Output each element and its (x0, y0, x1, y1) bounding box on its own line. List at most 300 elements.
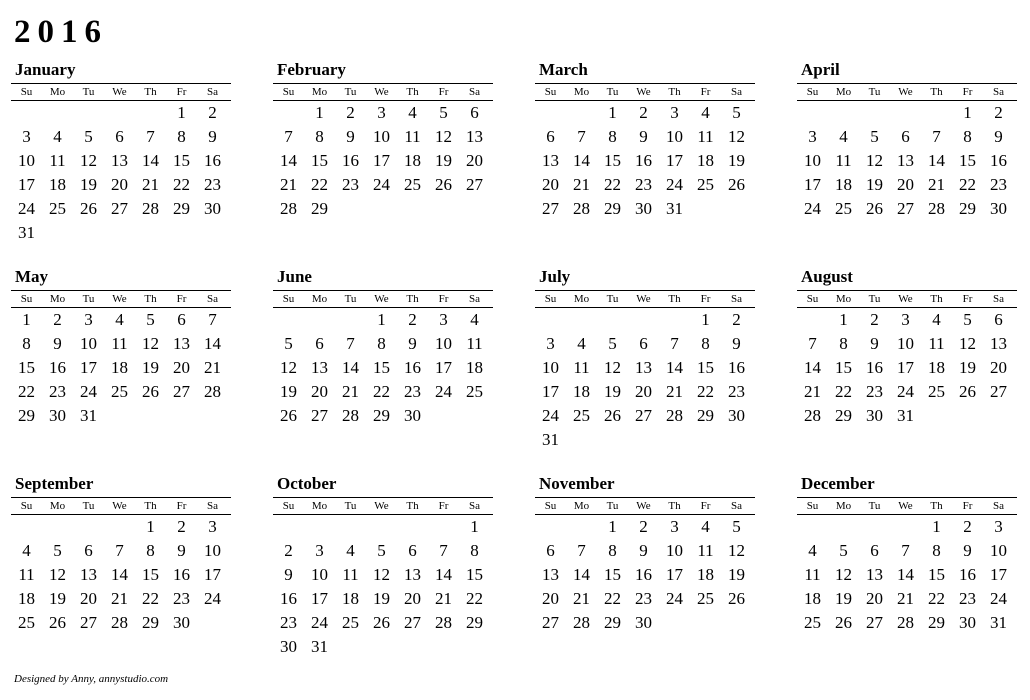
credit-text: Designed by Anny, annystudio.com (14, 673, 169, 685)
day-cell: 19 (435, 151, 452, 170)
weekday-label: Fr (700, 86, 711, 98)
day-cell: 22 (466, 589, 483, 608)
weekday-label: Fr (176, 86, 187, 98)
day-cell: 29 (835, 406, 852, 425)
weekday-label: Fr (962, 500, 973, 512)
day-cell: 3 (994, 517, 1003, 536)
weekday-label: Fr (176, 500, 187, 512)
weekday-label: Th (406, 86, 419, 98)
weekday-label: Th (406, 500, 419, 512)
day-cell: 30 (173, 613, 190, 632)
day-cell: 26 (959, 382, 976, 401)
day-cell: 17 (204, 565, 221, 584)
day-cell: 27 (466, 175, 483, 194)
weekday-label: Tu (868, 86, 881, 98)
weekday-label: Tu (82, 86, 95, 98)
weekday-label: We (374, 86, 389, 98)
weekday-header (273, 290, 493, 308)
day-cell: 20 (897, 175, 914, 194)
day-cell: 1 (608, 103, 617, 122)
day-cell: 19 (373, 589, 390, 608)
day-cell: 8 (839, 334, 848, 353)
day-cell: 17 (666, 151, 683, 170)
day-cell: 5 (732, 103, 741, 122)
weekday-label: Fr (700, 500, 711, 512)
day-cell: 28 (573, 613, 590, 632)
day-cell: 15 (928, 565, 945, 584)
day-cell: 18 (111, 358, 128, 377)
day-cell: 25 (404, 175, 421, 194)
day-cell: 26 (835, 613, 852, 632)
weekday-label: We (898, 500, 913, 512)
day-cell: 4 (577, 334, 586, 353)
day-cell: 20 (311, 382, 328, 401)
day-cell: 12 (728, 541, 745, 560)
weekday-label: Tu (82, 293, 95, 305)
day-cell: 3 (901, 310, 910, 329)
day-cell: 25 (342, 613, 359, 632)
day-cell: 18 (18, 589, 35, 608)
day-cell: 7 (901, 541, 910, 560)
day-cell: 7 (577, 127, 586, 146)
weekday-label: Fr (700, 293, 711, 305)
day-cell: 17 (18, 175, 35, 194)
day-cell: 15 (604, 151, 621, 170)
month-name: November (539, 474, 615, 493)
year-title: 2016 (14, 14, 108, 50)
month-march (535, 60, 757, 221)
day-cell: 27 (542, 613, 559, 632)
day-cell: 9 (408, 334, 417, 353)
weekday-label: Fr (438, 293, 449, 305)
day-cell: 2 (53, 310, 62, 329)
day-cell: 1 (839, 310, 848, 329)
day-cell: 1 (470, 517, 479, 536)
weekday-label: Mo (49, 500, 66, 512)
day-cell: 21 (666, 382, 683, 401)
day-cell: 15 (173, 151, 190, 170)
weekday-label: Sa (207, 500, 218, 512)
month-november (535, 474, 757, 635)
day-cell: 17 (666, 565, 683, 584)
day-cell: 27 (173, 382, 190, 401)
day-cell: 4 (115, 310, 124, 329)
weekday-label: Th (144, 293, 157, 305)
day-cell: 31 (18, 223, 35, 242)
day-cell: 7 (670, 334, 679, 353)
day-cell: 25 (804, 613, 821, 632)
day-cell: 24 (990, 589, 1007, 608)
day-cell: 19 (728, 151, 745, 170)
month-january (11, 60, 233, 245)
day-cell: 22 (928, 589, 945, 608)
day-cell: 11 (49, 151, 66, 170)
day-cell: 6 (546, 541, 555, 560)
day-cell: 26 (142, 382, 159, 401)
day-cell: 7 (208, 310, 217, 329)
day-cell: 22 (959, 175, 976, 194)
weekday-label: Sa (207, 293, 218, 305)
day-cell: 14 (573, 565, 590, 584)
day-cell: 13 (897, 151, 914, 170)
day-cell: 19 (49, 589, 66, 608)
weekday-label: Sa (469, 500, 480, 512)
day-cell: 27 (897, 199, 914, 218)
day-cell: 22 (697, 382, 714, 401)
weekday-label: Su (20, 86, 33, 98)
day-cell: 27 (635, 406, 652, 425)
day-cell: 10 (897, 334, 914, 353)
day-cell: 23 (280, 613, 297, 632)
day-cell: 10 (804, 151, 821, 170)
day-cell: 9 (208, 127, 217, 146)
day-cell: 27 (542, 199, 559, 218)
day-cell: 15 (18, 358, 35, 377)
weekday-label: Su (806, 500, 819, 512)
weekday-label: Su (544, 500, 557, 512)
day-cell: 26 (80, 199, 97, 218)
month-october (273, 474, 495, 659)
day-cell: 25 (835, 199, 852, 218)
day-cell: 21 (573, 589, 590, 608)
day-cell: 14 (573, 151, 590, 170)
day-cell: 10 (18, 151, 35, 170)
day-cell: 4 (53, 127, 62, 146)
day-cell: 23 (866, 382, 883, 401)
day-cell: 24 (311, 613, 328, 632)
month-name: June (277, 267, 312, 286)
day-cell: 4 (346, 541, 355, 560)
day-cell: 16 (990, 151, 1007, 170)
days-grid (535, 101, 755, 221)
day-cell: 21 (280, 175, 297, 194)
day-cell: 29 (311, 199, 328, 218)
day-cell: 10 (373, 127, 390, 146)
day-cell: 1 (146, 517, 155, 536)
day-cell: 11 (342, 565, 359, 584)
day-cell: 12 (866, 151, 883, 170)
day-cell: 14 (280, 151, 297, 170)
day-cell: 2 (208, 103, 217, 122)
day-cell: 8 (377, 334, 386, 353)
day-cell: 5 (439, 103, 448, 122)
day-cell: 8 (315, 127, 324, 146)
weekday-label: Th (930, 86, 943, 98)
day-cell: 1 (963, 103, 972, 122)
weekday-header (273, 497, 493, 515)
weekday-label: Mo (573, 500, 590, 512)
day-cell: 3 (808, 127, 817, 146)
weekday-label: Mo (49, 293, 66, 305)
month-name: December (801, 474, 875, 493)
weekday-label: Su (282, 500, 295, 512)
day-cell: 4 (22, 541, 31, 560)
day-cell: 26 (49, 613, 66, 632)
month-name: January (15, 60, 76, 79)
day-cell: 6 (470, 103, 479, 122)
day-cell: 27 (990, 382, 1007, 401)
day-cell: 15 (311, 151, 328, 170)
weekday-label: Th (406, 293, 419, 305)
day-cell: 9 (732, 334, 741, 353)
day-cell: 4 (470, 310, 479, 329)
day-cell: 12 (728, 127, 745, 146)
day-cell: 14 (897, 565, 914, 584)
day-cell: 5 (732, 517, 741, 536)
day-cell: 28 (142, 199, 159, 218)
day-cell: 9 (994, 127, 1003, 146)
day-cell: 17 (897, 358, 914, 377)
weekday-label: We (112, 86, 127, 98)
day-cell: 24 (666, 175, 683, 194)
month-june (273, 267, 495, 428)
day-cell: 10 (990, 541, 1007, 560)
day-cell: 6 (115, 127, 124, 146)
weekday-label: Th (668, 293, 681, 305)
days-grid (11, 308, 231, 428)
month-name: September (15, 474, 94, 493)
day-cell: 19 (80, 175, 97, 194)
day-cell: 1 (177, 103, 186, 122)
weekday-header (535, 83, 755, 101)
day-cell: 31 (542, 430, 559, 449)
day-cell: 2 (963, 517, 972, 536)
day-cell: 22 (173, 175, 190, 194)
day-cell: 21 (928, 175, 945, 194)
day-cell: 27 (111, 199, 128, 218)
day-cell: 14 (435, 565, 452, 584)
day-cell: 21 (897, 589, 914, 608)
day-cell: 7 (346, 334, 355, 353)
day-cell: 11 (404, 127, 421, 146)
days-grid (797, 515, 1017, 635)
day-cell: 13 (542, 565, 559, 584)
day-cell: 24 (666, 589, 683, 608)
day-cell: 5 (839, 541, 848, 560)
weekday-header (797, 497, 1017, 515)
weekday-label: Mo (311, 293, 328, 305)
day-cell: 20 (542, 589, 559, 608)
day-cell: 26 (435, 175, 452, 194)
weekday-label: Fr (438, 500, 449, 512)
day-cell: 8 (932, 541, 941, 560)
day-cell: 17 (804, 175, 821, 194)
day-cell: 28 (435, 613, 452, 632)
day-cell: 20 (635, 382, 652, 401)
day-cell: 30 (635, 199, 652, 218)
day-cell: 19 (604, 382, 621, 401)
day-cell: 5 (608, 334, 617, 353)
month-name: May (15, 267, 49, 286)
day-cell: 30 (866, 406, 883, 425)
day-cell: 21 (573, 175, 590, 194)
month-july (535, 267, 757, 452)
day-cell: 31 (897, 406, 914, 425)
day-cell: 18 (928, 358, 945, 377)
day-cell: 25 (697, 175, 714, 194)
day-cell: 10 (80, 334, 97, 353)
day-cell: 30 (728, 406, 745, 425)
day-cell: 16 (635, 565, 652, 584)
day-cell: 29 (173, 199, 190, 218)
weekday-label: Th (668, 500, 681, 512)
day-cell: 9 (346, 127, 355, 146)
weekday-label: Mo (573, 293, 590, 305)
weekday-label: Fr (438, 86, 449, 98)
day-cell: 9 (53, 334, 62, 353)
day-cell: 29 (18, 406, 35, 425)
days-grid (535, 515, 755, 635)
days-grid (797, 308, 1017, 428)
day-cell: 23 (49, 382, 66, 401)
weekday-header (535, 290, 755, 308)
day-cell: 19 (142, 358, 159, 377)
day-cell: 15 (835, 358, 852, 377)
weekday-label: Su (20, 500, 33, 512)
day-cell: 23 (173, 589, 190, 608)
day-cell: 22 (604, 175, 621, 194)
day-cell: 23 (342, 175, 359, 194)
day-cell: 9 (963, 541, 972, 560)
day-cell: 13 (635, 358, 652, 377)
day-cell: 19 (280, 382, 297, 401)
day-cell: 21 (804, 382, 821, 401)
day-cell: 20 (542, 175, 559, 194)
weekday-label: Th (144, 500, 157, 512)
day-cell: 19 (959, 358, 976, 377)
day-cell: 4 (839, 127, 848, 146)
day-cell: 5 (84, 127, 93, 146)
day-cell: 24 (804, 199, 821, 218)
weekday-label: Fr (176, 293, 187, 305)
day-cell: 23 (959, 589, 976, 608)
weekday-header (535, 497, 755, 515)
day-cell: 14 (142, 151, 159, 170)
day-cell: 16 (866, 358, 883, 377)
day-cell: 23 (990, 175, 1007, 194)
day-cell: 11 (18, 565, 35, 584)
weekday-header (273, 83, 493, 101)
day-cell: 18 (573, 382, 590, 401)
day-cell: 2 (732, 310, 741, 329)
day-cell: 12 (280, 358, 297, 377)
weekday-label: Tu (82, 500, 95, 512)
day-cell: 19 (835, 589, 852, 608)
weekday-label: Tu (606, 86, 619, 98)
day-cell: 22 (373, 382, 390, 401)
day-cell: 24 (80, 382, 97, 401)
days-grid (11, 101, 231, 245)
day-cell: 25 (18, 613, 35, 632)
weekday-label: Mo (835, 86, 852, 98)
day-cell: 31 (666, 199, 683, 218)
day-cell: 11 (804, 565, 821, 584)
days-grid (273, 515, 493, 659)
day-cell: 13 (173, 334, 190, 353)
day-cell: 9 (639, 541, 648, 560)
day-cell: 22 (835, 382, 852, 401)
day-cell: 14 (342, 358, 359, 377)
day-cell: 2 (639, 103, 648, 122)
day-cell: 21 (342, 382, 359, 401)
day-cell: 13 (542, 151, 559, 170)
weekday-label: Su (544, 293, 557, 305)
day-cell: 22 (311, 175, 328, 194)
weekday-label: Tu (868, 293, 881, 305)
day-cell: 21 (142, 175, 159, 194)
weekday-header (11, 83, 231, 101)
weekday-label: We (636, 86, 651, 98)
weekday-label: We (112, 500, 127, 512)
day-cell: 12 (959, 334, 976, 353)
day-cell: 1 (22, 310, 31, 329)
day-cell: 18 (804, 589, 821, 608)
day-cell: 15 (373, 358, 390, 377)
weekday-label: Su (806, 86, 819, 98)
weekday-label: Th (144, 86, 157, 98)
day-cell: 23 (635, 175, 652, 194)
day-cell: 5 (963, 310, 972, 329)
day-cell: 22 (142, 589, 159, 608)
day-cell: 31 (311, 637, 328, 656)
day-cell: 9 (870, 334, 879, 353)
day-cell: 3 (22, 127, 31, 146)
day-cell: 6 (315, 334, 324, 353)
day-cell: 16 (635, 151, 652, 170)
day-cell: 29 (466, 613, 483, 632)
day-cell: 1 (377, 310, 386, 329)
day-cell: 12 (49, 565, 66, 584)
day-cell: 31 (990, 613, 1007, 632)
day-cell: 30 (204, 199, 221, 218)
day-cell: 14 (111, 565, 128, 584)
day-cell: 26 (728, 175, 745, 194)
day-cell: 6 (84, 541, 93, 560)
weekday-label: Su (20, 293, 33, 305)
day-cell: 11 (697, 541, 714, 560)
day-cell: 18 (404, 151, 421, 170)
day-cell: 28 (573, 199, 590, 218)
day-cell: 30 (280, 637, 297, 656)
day-cell: 16 (204, 151, 221, 170)
days-grid (273, 101, 493, 221)
weekday-label: Su (282, 293, 295, 305)
day-cell: 14 (666, 358, 683, 377)
weekday-label: Tu (344, 86, 357, 98)
day-cell: 3 (439, 310, 448, 329)
day-cell: 1 (608, 517, 617, 536)
weekday-label: We (898, 293, 913, 305)
day-cell: 3 (670, 517, 679, 536)
day-cell: 10 (204, 541, 221, 560)
day-cell: 18 (697, 565, 714, 584)
weekday-label: Tu (344, 293, 357, 305)
day-cell: 9 (639, 127, 648, 146)
day-cell: 30 (49, 406, 66, 425)
day-cell: 10 (666, 127, 683, 146)
days-grid (11, 515, 231, 635)
day-cell: 7 (115, 541, 124, 560)
month-name: July (539, 267, 571, 286)
day-cell: 26 (728, 589, 745, 608)
weekday-label: Mo (49, 86, 66, 98)
day-cell: 10 (435, 334, 452, 353)
day-cell: 29 (697, 406, 714, 425)
day-cell: 4 (701, 103, 710, 122)
weekday-label: Tu (868, 500, 881, 512)
day-cell: 5 (146, 310, 155, 329)
day-cell: 1 (932, 517, 941, 536)
